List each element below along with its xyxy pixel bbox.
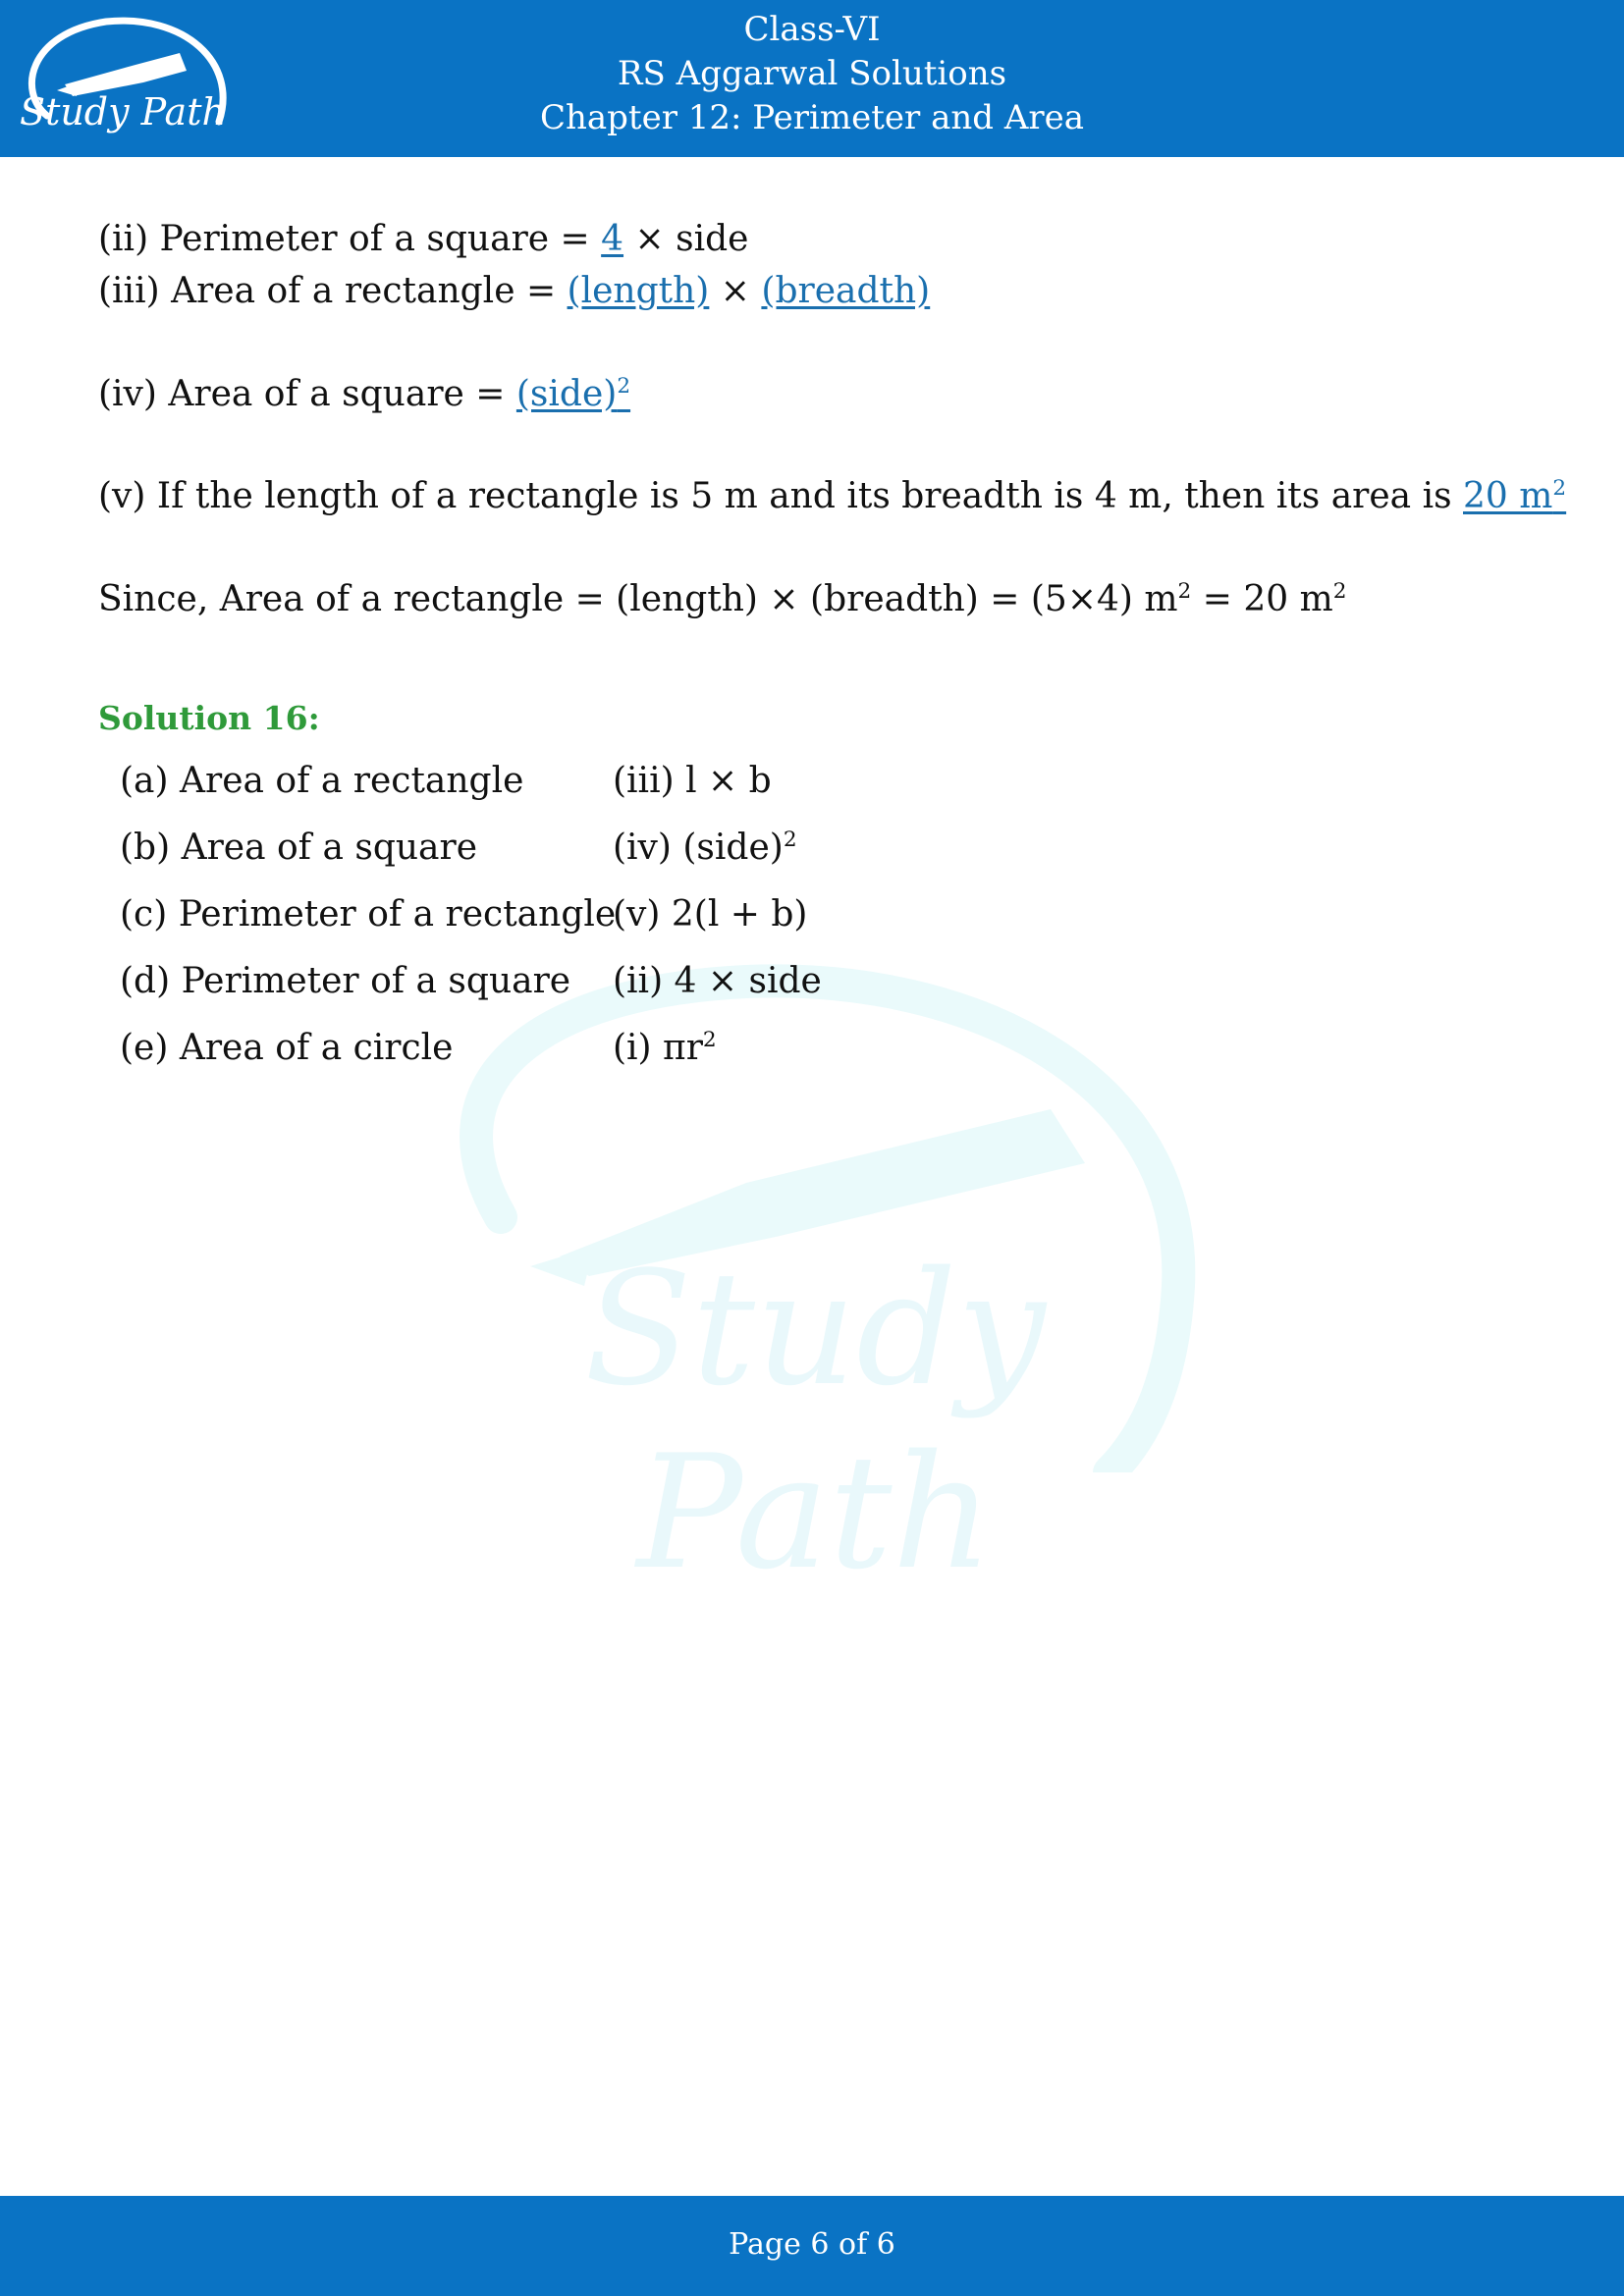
watermark-text: Study Path bbox=[584, 1237, 1046, 1604]
item-text: = 20 m bbox=[1191, 579, 1333, 619]
answer-text: 20 m bbox=[1463, 476, 1553, 516]
match-left: (d) Perimeter of a square bbox=[120, 961, 571, 1001]
match-left: (b) Area of a square bbox=[120, 828, 478, 868]
match-right-text: (v) 2(l + b) bbox=[613, 894, 808, 934]
answer-blank bbox=[1463, 476, 1566, 516]
answer-blank: 4 bbox=[601, 219, 624, 259]
book-title: RS Aggarwal Solutions bbox=[617, 54, 1007, 93]
match-right bbox=[613, 758, 772, 805]
exponent: 2 bbox=[783, 828, 797, 852]
chapter-title: Chapter 12: Perimeter and Area bbox=[539, 98, 1085, 137]
answer-blank: (breadth) bbox=[761, 271, 931, 311]
match-right bbox=[613, 825, 797, 872]
solution-heading: Solution 16: bbox=[98, 699, 320, 737]
exponent: 2 bbox=[1332, 579, 1347, 604]
match-right-text: (iv) (side) bbox=[613, 828, 784, 868]
item-text: × side bbox=[623, 219, 749, 259]
blank-item-ii bbox=[98, 216, 748, 263]
page-number: Page 6 of 6 bbox=[729, 2227, 895, 2262]
item-text: Since, Area of a rectangle = (length) × (breadth) = (5×4) m bbox=[98, 579, 1178, 619]
match-left: (e) Area of a circle bbox=[120, 1028, 454, 1068]
match-right-text: (iii) l × b bbox=[613, 761, 772, 801]
page-header bbox=[0, 0, 1624, 157]
blank-item-v bbox=[98, 473, 1566, 520]
match-right-text: (i) πr bbox=[613, 1028, 703, 1068]
explanation-line bbox=[98, 576, 1346, 623]
item-text: (v) If the length of a rectangle is 5 m and its breadth is 4 m, then its area is bbox=[98, 476, 1464, 516]
item-text: (iii) Area of a rectangle = bbox=[98, 271, 568, 311]
header-title-block bbox=[0, 8, 1624, 140]
match-right-text: (ii) 4 × side bbox=[613, 961, 822, 1001]
logo-text: Study Path bbox=[20, 90, 226, 133]
match-left: (c) Perimeter of a rectangle bbox=[120, 894, 617, 934]
item-text: (iv) Area of a square = bbox=[98, 374, 516, 414]
blank-item-iv bbox=[98, 371, 630, 418]
class-label: Class-VI bbox=[743, 10, 881, 49]
answer-blank bbox=[516, 374, 630, 414]
exponent: 2 bbox=[702, 1028, 717, 1052]
match-right bbox=[613, 958, 822, 1005]
exponent: 2 bbox=[1177, 579, 1192, 604]
match-right bbox=[613, 1025, 717, 1072]
match-right bbox=[613, 891, 807, 938]
blank-item-iii bbox=[98, 268, 930, 315]
page-footer bbox=[0, 2196, 1624, 2296]
answer-text: (side) bbox=[515, 374, 618, 414]
item-text: (ii) Perimeter of a square = bbox=[98, 219, 602, 259]
answer-blank: (length) bbox=[567, 271, 710, 311]
exponent: 2 bbox=[1552, 476, 1567, 501]
item-text: × bbox=[709, 271, 762, 311]
match-left: (a) Area of a rectangle bbox=[120, 761, 524, 801]
exponent: 2 bbox=[617, 374, 631, 399]
